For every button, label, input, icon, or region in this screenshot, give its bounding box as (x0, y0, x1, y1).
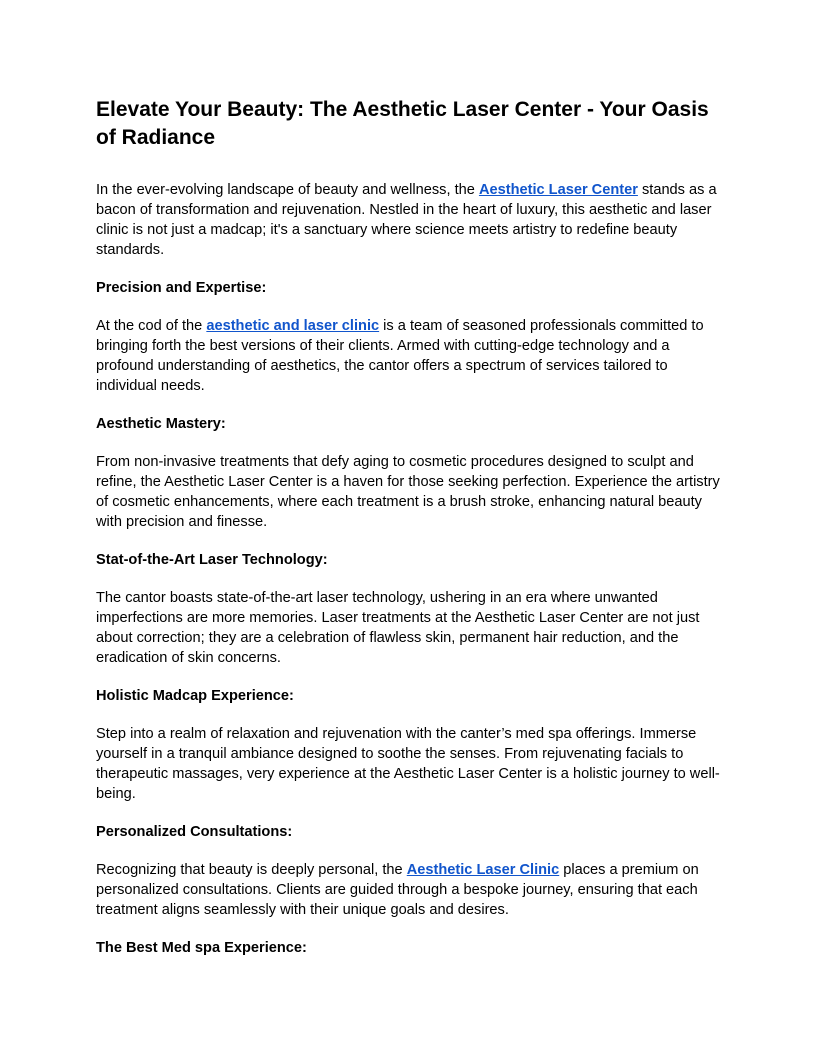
consultations-text-after: places a premium on personalized consultations. Clients are guided through a bespoke journey, ensuring that each treatment aligns seamlessly with their unique goals and desires. (96, 862, 699, 918)
laser-technology-heading: Stat-of-the-Art Laser Technology: (96, 552, 328, 568)
aesthetic-and-laser-clinic-link[interactable]: aesthetic and laser clinic (206, 318, 380, 334)
consultations-heading: Personalized Consultations: (96, 824, 293, 840)
intro-paragraph (96, 180, 724, 260)
aesthetic-laser-center-link[interactable]: Aesthetic Laser Center (478, 182, 638, 198)
precision-paragraph (96, 316, 724, 396)
aesthetic-laser-clinic-link[interactable]: Aesthetic Laser Clinic (406, 862, 560, 878)
med-spa-heading: The Best Med spa Experience: (96, 940, 307, 956)
precision-heading: Precision and Expertise: (96, 280, 267, 296)
laser-technology-paragraph: The cantor boasts state-of-the-art laser technology, ushering in an era where unwanted imperfections are more memories. Laser treatments at the Aesthetic Laser Center are not just about correction; they are a celebration of flawless skin, permanent hair reduction, and the eradication of skin concerns. (96, 590, 700, 666)
consultations-text-before: Recognizing that beauty is deeply personal, the (96, 862, 407, 878)
holistic-heading: Holistic Madcap Experience: (96, 688, 294, 704)
precision-text-after: is a team of seasoned professionals committed to bringing forth the best versions of their clients. Armed with cutting-edge technology and a profound understanding of aesthetics, the cantor offers a spectrum of services tailored to individual needs. (96, 318, 704, 394)
mastery-paragraph: From non-invasive treatments that defy aging to cosmetic procedures designed to sculpt and refine, the Aesthetic Laser Center is a haven for those seeking perfection. Experience the artistry of cosmetic enhancements, where each treatment is a brush stroke, enhancing natural beauty with precision and finesse. (96, 454, 720, 530)
document-page (96, 96, 724, 976)
page-title: Elevate Your Beauty: The Aesthetic Laser Center - Your Oasis of Radiance (96, 98, 709, 149)
precision-text-before: At the cod of the (96, 318, 207, 334)
intro-text-after: stands as a bacon of transformation and rejuvenation. Nestled in the heart of luxury, this aesthetic and laser clinic is not just a madcap; it's a sanctuary where science meets artistry to redefine beauty standards. (96, 182, 717, 258)
intro-text-before: In the ever-evolving landscape of beauty and wellness, the (96, 182, 479, 198)
mastery-heading: Aesthetic Mastery: (96, 416, 226, 432)
holistic-paragraph: Step into a realm of relaxation and rejuvenation with the canter’s med spa offerings. Immerse yourself in a tranquil ambiance designed to soothe the senses. From rejuvenating facials to therapeutic massages, very experience at the Aesthetic Laser Center is a holistic journey to well-being. (96, 726, 720, 802)
consultations-paragraph (96, 860, 724, 920)
